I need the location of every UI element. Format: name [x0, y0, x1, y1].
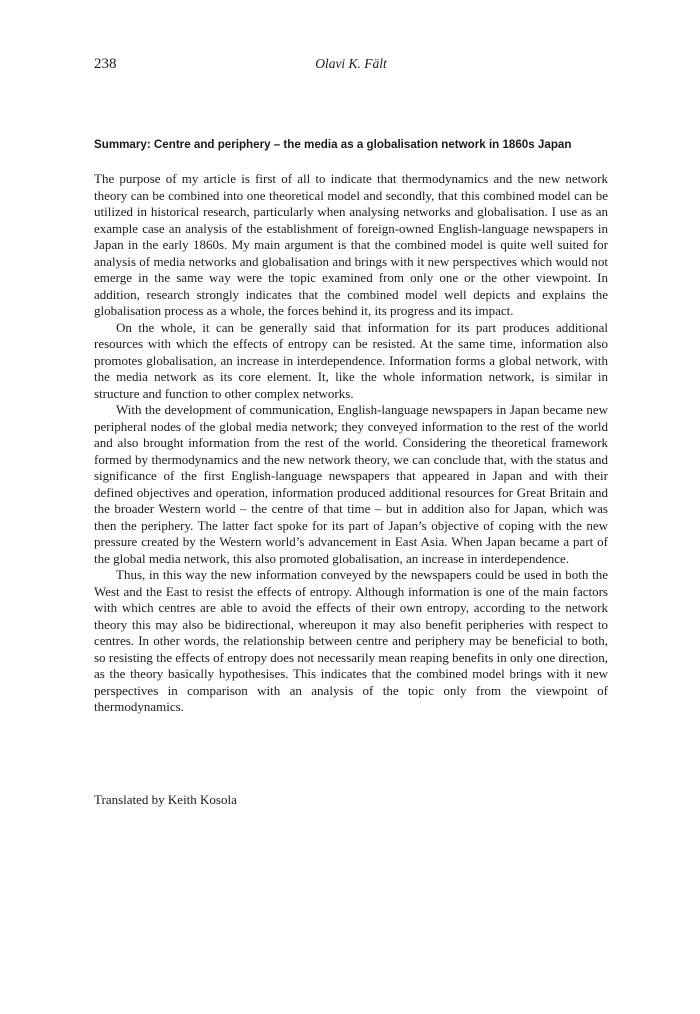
- translator-note: Translated by Keith Kosola: [94, 792, 237, 807]
- summary-paragraph-4: Thus, in this way the new information conveyed by the newspapers could be used in both the West and the East to resist the effects of entropy. Although information is one of the main factors with which centres are able to avoid the effects of their own entropy, according to the network theory this may also be bidirectional, whereupon it may also benefit peripheries with respect to centres. In other words, the relationship between centre and periphery may be beneficial to both, so resisting the effects of entropy does not necessarily mean reaping benefits in only one direction, as the theory basically hypothesises. This indicates that the combined model brings with it new perspectives in comparison with an analysis of the topic only from the viewpoint of thermodynamics.: [94, 567, 608, 714]
- summary-body: [94, 171, 608, 716]
- summary-paragraph-1: The purpose of my article is first of all to indicate that thermodynamics and the new network theory can be combined into one theoretical model and secondly, that this combined model can be utilized in historical research, particularly when analysing networks and globalisation. I use as an example case an analysis of the establishment of foreign-owned English-language newspapers in Japan in the early 1860s. My main argument is that the combined model is quite well suited for analysis of media networks and globalisation and brings with it new perspectives which would not emerge in the same way were the topic examined from only one or the other viewpoint. In addition, research strongly indicates that the combined model well depicts and explains the globalisation process as a whole, the forces behind it, its progress and its impact.: [94, 171, 608, 318]
- summary-paragraph-3: With the development of communication, English-language newspapers in Japan became new peripheral nodes of the global media network; they conveyed information to the rest of the world and also brought information from the rest of the world. Considering the theoretical framework formed by thermodynamics and the new network theory, we can conclude that, with the status and significance of the first English-language newspapers that appeared in Japan and with their defined objectives and operation, information produced additional resources for Great Britain and the broader Western world – the centre of that time – but in addition also for Japan, which was then the periphery. The latter fact spoke for its part of Japan’s objective of coping with the new pressure created by the Western world’s advancement in East Asia. When Japan became a part of the global media network, this also promoted globalisation, an increase in interdependence.: [94, 402, 608, 566]
- running-head-author: Olavi K. Fält: [315, 56, 387, 71]
- summary-heading: Summary: Centre and periphery – the media as a globalisation network in 1860s Japan: [94, 138, 572, 151]
- page-header: [94, 55, 608, 75]
- summary-paragraph-2: On the whole, it can be generally said that information for its part produces additional resources with which the effects of entropy can be resisted. At the same time, information also promotes globalisation, an increase in interdependence. Information forms a global network, with the media network as its core element. It, like the whole information network, is similar in structure and function to other complex networks.: [94, 319, 608, 401]
- page-number: 238: [94, 56, 117, 72]
